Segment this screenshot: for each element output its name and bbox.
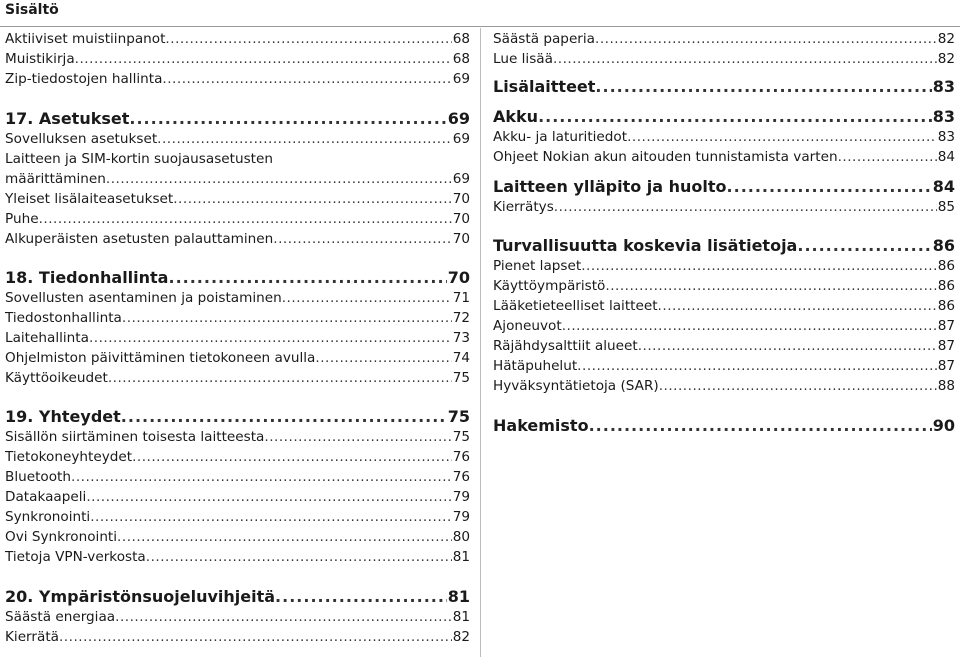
toc-entry-label: Kierrätä (5, 629, 59, 645)
toc-entry-label: 18. Tiedonhallinta (5, 268, 169, 287)
toc-entry-label: Sovellusten asentaminen ja poistaminen (5, 290, 282, 306)
toc-entry[interactable] (5, 447, 470, 467)
toc-entry-page: 75 (452, 370, 470, 386)
toc-entry-page: 80 (452, 529, 470, 545)
dot-leader (282, 288, 452, 308)
toc-entry-page: 71 (452, 290, 470, 306)
toc-entry-label: Sisällön siirtäminen toisesta laitteesta (5, 429, 265, 445)
toc-entry-label: Lääketieteelliset laitteet (493, 298, 658, 314)
toc-entry[interactable] (493, 356, 955, 376)
toc-entry[interactable] (5, 149, 470, 169)
toc-entry-page: 84 (937, 149, 955, 165)
toc-entry-page: 76 (452, 449, 470, 465)
toc-entry[interactable] (493, 336, 955, 356)
toc-entry-label: Sovelluksen asetukset (5, 131, 158, 147)
column-divider (480, 28, 481, 657)
dot-leader (659, 376, 937, 396)
dot-leader (168, 268, 446, 288)
toc-entry[interactable] (5, 607, 470, 627)
toc-entry[interactable] (493, 197, 955, 217)
dot-leader (165, 29, 451, 49)
toc-entry-label: Laitteen ylläpito ja huolto (493, 177, 727, 196)
toc-entry-page: 81 (452, 549, 470, 565)
dot-leader (627, 127, 937, 147)
dot-leader (581, 256, 937, 276)
toc-entry[interactable] (493, 147, 955, 167)
dot-leader (562, 316, 937, 336)
toc-right-column (493, 29, 955, 436)
dot-leader (71, 467, 452, 487)
toc-entry[interactable] (5, 427, 470, 447)
dot-leader (39, 209, 452, 229)
toc-entry-page: 86 (937, 298, 955, 314)
toc-entry-label: Tiedostonhallinta (5, 310, 122, 326)
toc-entry-label: Turvallisuutta koskevia lisätietoja (493, 236, 798, 255)
toc-entry-label: Kierrätys (493, 199, 554, 215)
toc-entry-page: 69 (452, 71, 470, 87)
toc-chapter-entry[interactable] (5, 407, 470, 427)
toc-entry[interactable] (5, 29, 470, 49)
toc-entry[interactable] (5, 368, 470, 388)
toc-chapter-entry[interactable] (493, 416, 955, 436)
toc-entry-label: Aktiiviset muistiinpanot (5, 31, 166, 47)
toc-entry-label: Räjähdysalttiit alueet (493, 338, 638, 354)
toc-entry-label: Bluetooth (5, 469, 71, 485)
toc-entry[interactable] (493, 376, 955, 396)
toc-entry-page: 83 (932, 77, 955, 96)
toc-entry-label: Puhe (5, 211, 39, 227)
dot-leader (595, 77, 931, 97)
toc-entry[interactable] (5, 348, 470, 368)
toc-entry-page: 86 (932, 236, 955, 255)
toc-entry[interactable] (5, 189, 470, 209)
toc-entry[interactable] (493, 276, 955, 296)
dot-leader (132, 447, 452, 467)
toc-entry-label: 19. Yhteydet (5, 407, 121, 426)
toc-entry-label: Alkuperäisten asetusten palauttaminen (5, 231, 274, 247)
toc-entry[interactable] (5, 627, 470, 647)
dot-leader (538, 107, 932, 127)
dot-leader (589, 416, 932, 436)
toc-entry-label: Pienet lapset (493, 258, 582, 274)
toc-entry-page: 86 (937, 278, 955, 294)
toc-entry-page: 90 (932, 416, 955, 435)
toc-entry[interactable] (5, 209, 470, 229)
toc-entry-page: 85 (937, 199, 955, 215)
page-header (0, 0, 960, 28)
toc-entry-label: Akku- ja laturitiedot (493, 129, 628, 145)
toc-entry[interactable] (493, 256, 955, 276)
toc-entry[interactable] (5, 547, 470, 567)
toc-entry-label: Synkronointi (5, 509, 91, 525)
toc-entry-label: Ajoneuvot (493, 318, 562, 334)
toc-entry[interactable] (5, 288, 470, 308)
toc-entry-page: 81 (447, 587, 470, 606)
toc-entry-label: Hyväksyntätietoja (SAR) (493, 378, 659, 394)
toc-entry[interactable] (5, 69, 470, 89)
toc-entry-label: Säästä paperia (493, 31, 595, 47)
toc-entry-label: Yleiset lisälaiteasetukset (5, 191, 174, 207)
dot-leader (315, 348, 451, 368)
dot-leader (838, 147, 937, 167)
toc-entry-label: Käyttöympäristö (493, 278, 606, 294)
toc-entry[interactable] (493, 296, 955, 316)
toc-entry-label: Muistikirja (5, 51, 75, 67)
toc-entry[interactable] (5, 229, 470, 249)
toc-entry-label: Hakemisto (493, 416, 589, 435)
dot-leader (658, 296, 937, 316)
dot-leader (121, 407, 447, 427)
toc-entry-page: 70 (447, 268, 470, 287)
toc-chapter-entry[interactable] (5, 109, 470, 129)
dot-leader (117, 527, 452, 547)
toc-entry-page: 83 (932, 107, 955, 126)
dot-leader (553, 49, 937, 69)
toc-entry-page: 82 (937, 31, 955, 47)
toc-entry[interactable] (5, 49, 470, 69)
dot-leader (797, 236, 931, 256)
toc-entry-page: 75 (447, 407, 470, 426)
toc-entry-page: 79 (452, 509, 470, 525)
toc-entry-page: 84 (932, 177, 955, 196)
toc-entry-page: 70 (452, 211, 470, 227)
dot-leader (157, 129, 452, 149)
dot-leader (577, 356, 937, 376)
toc-chapter-entry[interactable] (493, 177, 955, 197)
toc-entry-page: 83 (937, 129, 955, 145)
toc-entry-label: Hätäpuhelut (493, 358, 578, 374)
toc-entry-label: Akku (493, 107, 539, 126)
toc-entry-page: 88 (937, 378, 955, 394)
dot-leader (273, 229, 451, 249)
dot-leader (106, 169, 452, 189)
dot-leader (605, 276, 936, 296)
toc-left-column (5, 29, 470, 647)
dot-leader (89, 328, 452, 348)
toc-entry-label: Laitehallinta (5, 330, 89, 346)
toc-entry-label: Käyttöoikeudet (5, 370, 108, 386)
toc-entry-page: 68 (452, 51, 470, 67)
toc-entry[interactable] (5, 308, 470, 328)
toc-entry-label: Ohjelmiston päivittäminen tietokoneen avulla (5, 350, 316, 366)
dot-leader (638, 336, 937, 356)
toc-entry[interactable] (5, 487, 470, 507)
toc-entry[interactable] (5, 467, 470, 487)
toc-entry-label: Laitteen ja SIM-kortin suojausasetusten (5, 151, 273, 167)
toc-entry-page: 74 (452, 350, 470, 366)
dot-leader (59, 627, 452, 647)
toc-entry-page: 69 (452, 171, 470, 187)
toc-chapter-entry[interactable] (493, 77, 955, 97)
dot-leader (162, 69, 451, 89)
toc-entry-label: Tietokoneyhteydet (5, 449, 133, 465)
dot-leader (115, 607, 452, 627)
toc-entry[interactable] (5, 328, 470, 348)
toc-entry-label: Lue lisää (493, 51, 553, 67)
toc-entry-page: 70 (452, 191, 470, 207)
toc-chapter-entry[interactable] (493, 107, 955, 127)
dot-leader (727, 177, 932, 197)
toc-entry-page: 82 (452, 629, 470, 645)
toc-entry-page: 79 (452, 489, 470, 505)
toc-entry[interactable] (493, 316, 955, 336)
toc-entry-label: Tietoja VPN-verkosta (5, 549, 146, 565)
toc-entry-page: 72 (452, 310, 470, 326)
dot-leader (129, 109, 446, 129)
toc-entry[interactable] (493, 29, 955, 49)
toc-entry-page: 69 (452, 131, 470, 147)
toc-entry-label: määrittäminen (5, 171, 106, 187)
toc-entry-page: 82 (937, 51, 955, 67)
toc-entry[interactable] (5, 527, 470, 547)
toc-entry-page: 69 (447, 109, 470, 128)
dot-leader (122, 308, 452, 328)
toc-entry-page: 70 (452, 231, 470, 247)
toc-entry-label: Datakaapeli (5, 489, 87, 505)
toc-entry-label: Zip-tiedostojen hallinta (5, 71, 163, 87)
toc-entry-page: 81 (452, 609, 470, 625)
dot-leader (554, 197, 937, 217)
toc-entry[interactable] (5, 169, 470, 189)
toc-entry-page: 73 (452, 330, 470, 346)
toc-entry[interactable] (493, 127, 955, 147)
header-rule (0, 26, 960, 27)
dot-leader (275, 587, 447, 607)
dot-leader (146, 547, 452, 567)
toc-entry-page: 87 (937, 338, 955, 354)
toc-entry[interactable] (5, 129, 470, 149)
toc-entry-page: 76 (452, 469, 470, 485)
dot-leader (173, 189, 451, 209)
toc-chapter-entry[interactable] (5, 268, 470, 288)
toc-entry-page: 75 (452, 429, 470, 445)
toc-chapter-entry[interactable] (5, 587, 470, 607)
toc-entry-label: Ohjeet Nokian akun aitouden tunnistamista varten (493, 149, 838, 165)
dot-leader (595, 29, 937, 49)
page-title: Sisältö (5, 2, 59, 18)
toc-entry-label: Lisälaitteet (493, 77, 596, 96)
toc-entry-label: 17. Asetukset (5, 109, 130, 128)
toc-entry-label: 20. Ympäristönsuojeluvihjeitä (5, 587, 276, 606)
toc-entry[interactable] (493, 49, 955, 69)
dot-leader (86, 487, 451, 507)
dot-leader (108, 368, 452, 388)
toc-entry[interactable] (5, 507, 470, 527)
toc-entry-label: Säästä energiaa (5, 609, 116, 625)
toc-entry-label: Ovi Synkronointi (5, 529, 118, 545)
dot-leader (264, 427, 451, 447)
toc-entry-page: 86 (937, 258, 955, 274)
dot-leader (75, 49, 452, 69)
dot-leader (90, 507, 451, 527)
toc-entry-page: 87 (937, 358, 955, 374)
toc-chapter-entry[interactable] (493, 236, 955, 256)
toc-entry-page: 87 (937, 318, 955, 334)
toc-entry-page: 68 (452, 31, 470, 47)
